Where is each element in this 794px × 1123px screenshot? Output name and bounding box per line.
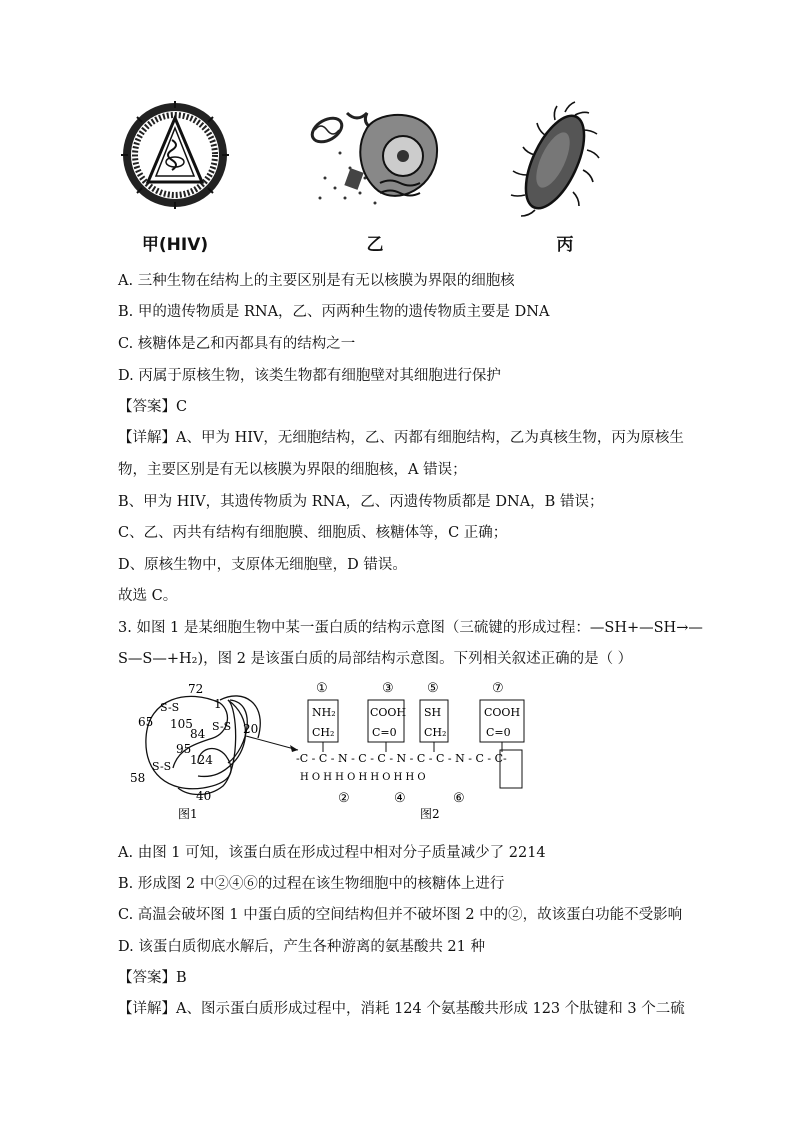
fig2-circle-3: ③	[382, 681, 394, 696]
fig2-box1-bottom: CH₂	[312, 726, 335, 739]
q3-option-d: D. 该蛋白质彻底水解后，产生各种游离的氨基酸共 21 种	[118, 939, 485, 955]
fig2-circle-1: ①	[316, 681, 328, 696]
q3-stem-1: 3. 如图 1 是某细胞生物中某一蛋白质的结构示意图（三硫键的形成过程：—SH+—SH→—	[118, 620, 703, 636]
fig2-box3-bottom: C=0	[372, 726, 397, 739]
q2-explain-2: 物，主要区别是有无以核膜为界限的细胞核，A 错误；	[118, 462, 467, 478]
fig2-circle-4: ④	[394, 791, 406, 806]
fig1-bond-3: S-S	[152, 760, 172, 773]
fig1-num-72: 72	[188, 682, 204, 696]
fig1-bond-1: S-S	[160, 701, 180, 714]
figure1-caption: 图1	[178, 807, 198, 821]
fig1-num-105: 105	[170, 717, 193, 731]
fig2-box5-bottom: CH₂	[424, 726, 447, 739]
fig1-num-124: 124	[190, 753, 213, 767]
fig1-num-40: 40	[196, 789, 212, 803]
q3-option-c: C. 高温会破坏图 1 中蛋白质的空间结构但并不破坏图 2 中的②，故该蛋白功能不受影响	[118, 907, 683, 923]
fig1-num-65: 65	[138, 715, 154, 729]
fig2-circle-5: ⑤	[427, 681, 439, 696]
q2-answer: 【答案】C	[118, 399, 188, 415]
bacterium-illustration	[505, 100, 605, 225]
fig1-num-84: 84	[190, 727, 206, 741]
q2-explain-3: B、甲为 HIV，其遗传物质为 RNA，乙、丙遗传物质都是 DNA，B 错误；	[118, 494, 604, 510]
eukaryotic-cell-illustration	[305, 108, 440, 213]
protein-structure-figures	[128, 678, 548, 828]
q2-option-b: B. 甲的遗传物质是 RNA，乙、丙两种生物的遗传物质主要是 DNA	[118, 304, 550, 320]
q2-explain-4: C、乙、丙共有结构有细胞膜、细胞质、核糖体等，C 正确；	[118, 525, 508, 541]
organism-figures	[110, 100, 700, 260]
figure2-caption: 图2	[420, 807, 440, 821]
figure-label-jia: 甲(HIV)	[141, 235, 209, 255]
fig1-num-95: 95	[176, 742, 192, 756]
q2-explain-1: 【详解】A、甲为 HIV，无细胞结构，乙、丙都有细胞结构，乙为真核生物，丙为原核生	[118, 430, 684, 446]
fig2-circle-7: ⑦	[492, 681, 504, 696]
figure2-peptide	[296, 681, 524, 821]
q3-stem-2: S—S—+H₂)，图 2 是该蛋白质的局部结构示意图。下列相关叙述正确的是（ ）	[118, 651, 633, 667]
fig2-backbone-lower: H O H H O H H O H H O	[300, 772, 426, 783]
q3-option-a: A. 由图 1 可知，该蛋白质在形成过程中相对分子质量减少了 2214	[118, 845, 546, 861]
q2-explain-5: D、原核生物中，支原体无细胞壁，D 错误。	[118, 557, 407, 573]
q3-explain-1: 【详解】A、图示蛋白质形成过程中，消耗 124 个氨基酸共形成 123 个肽键和 3 个二硫	[118, 1001, 685, 1017]
fig1-num-1: 1	[214, 697, 222, 711]
figure-label-bing: 丙	[556, 235, 574, 255]
q2-option-a: A. 三种生物在结构上的主要区别是有无以核膜为界限的细胞核	[118, 273, 515, 289]
q3-answer: 【答案】B	[118, 970, 187, 986]
q3-option-b: B. 形成图 2 中②④⑥的过程在该生物细胞中的核糖体上进行	[118, 876, 505, 892]
fig2-box7-top: COOH	[484, 706, 521, 719]
fig1-arrow	[246, 736, 298, 750]
fig2-box1-top: NH₂	[312, 706, 336, 719]
fig1-num-58: 58	[130, 771, 146, 785]
fig2-circle-6: ⑥	[453, 791, 465, 806]
fig2-box7-bottom: C=0	[486, 726, 511, 739]
q2-option-c: C. 核糖体是乙和丙都具有的结构之一	[118, 336, 356, 352]
fig2-box3-top: COOH	[370, 706, 407, 719]
q2-option-d: D. 丙属于原核生物，该类生物都有细胞壁对其细胞进行保护	[118, 368, 501, 384]
figure-label-yi: 乙	[366, 235, 384, 255]
q2-explain-6: 故选 C。	[118, 588, 178, 604]
fig2-box5-top: SH	[424, 706, 442, 719]
fig2-backbone: -C - C - N - C - C - N - C - C - N - C - C-	[296, 752, 507, 765]
fig1-bond-2: S-S	[212, 720, 232, 733]
fig2-circle-2: ②	[338, 791, 350, 806]
fig1-num-20: 20	[243, 722, 259, 736]
hiv-illustration	[120, 100, 230, 210]
